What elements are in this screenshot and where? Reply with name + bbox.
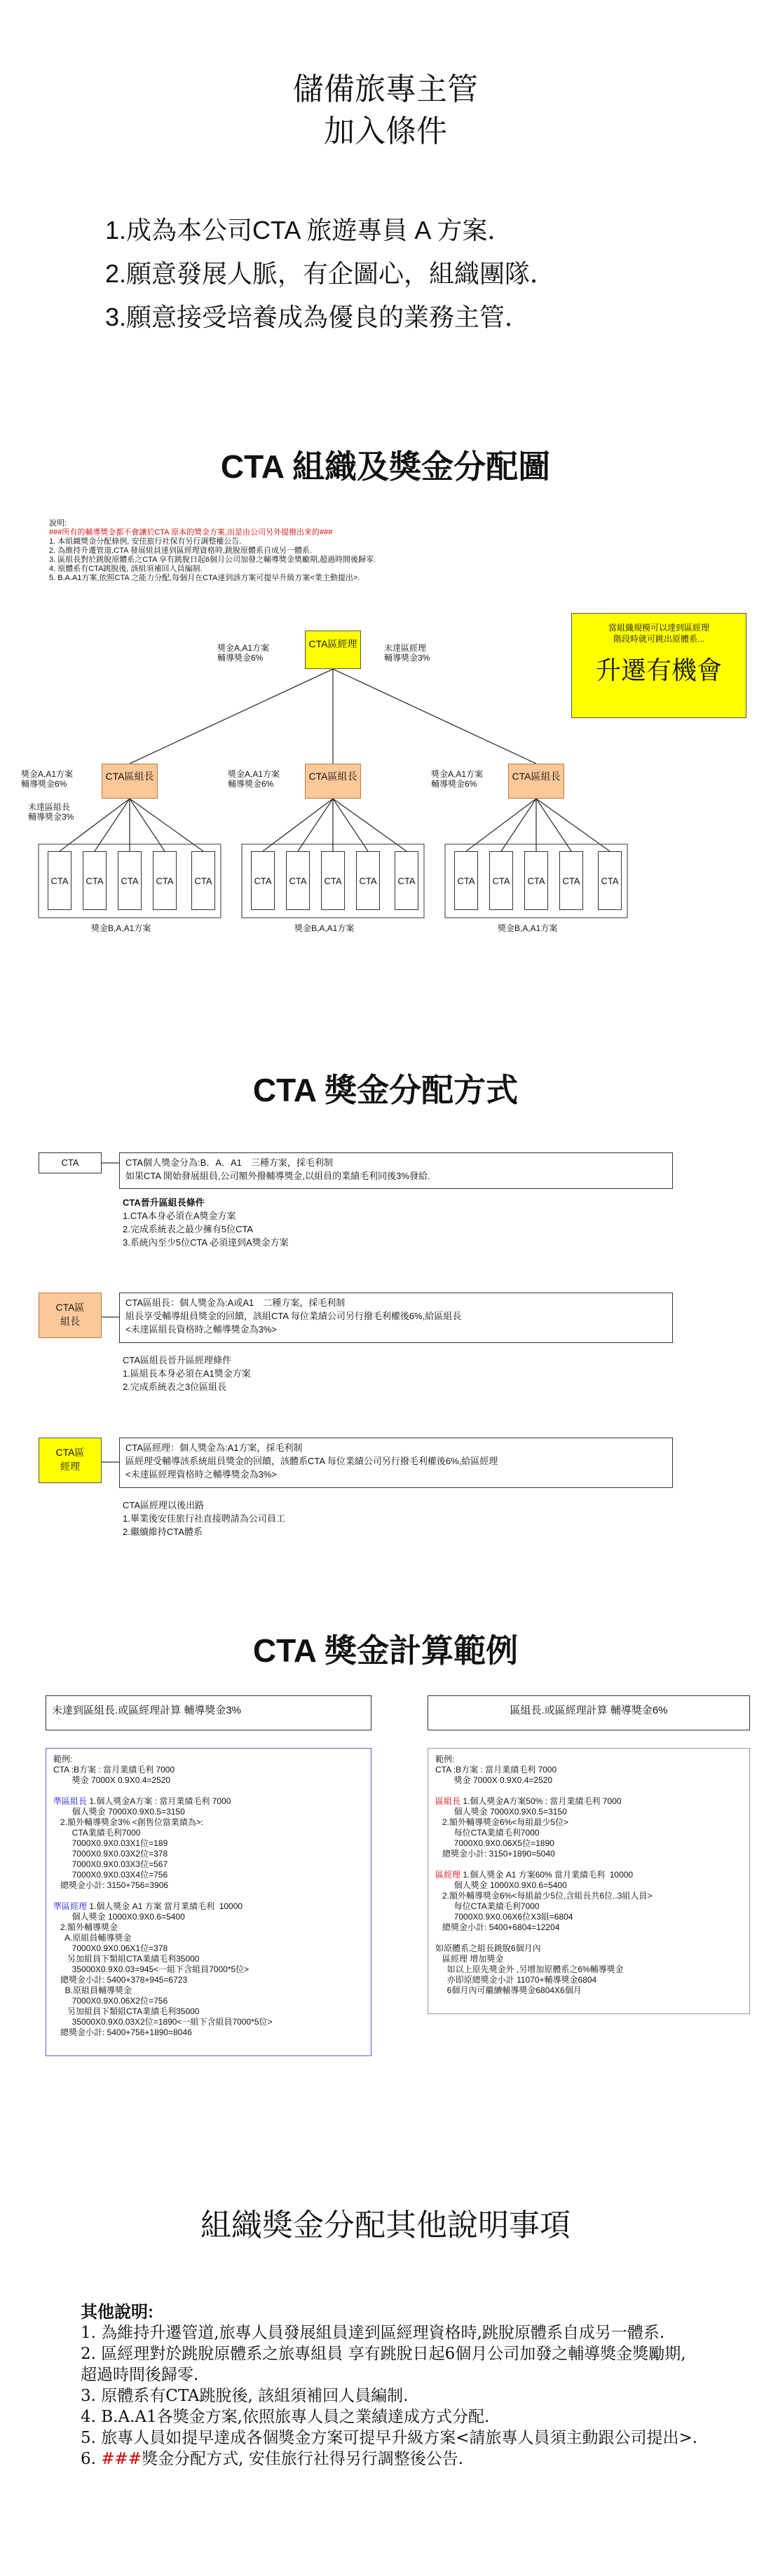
calc-line: 35000X0.9X0.03X2位=1890<一組下含組員7000*5位> [53, 2017, 273, 2027]
calc-line [53, 1891, 364, 1901]
cta-label: CTA [562, 875, 580, 886]
under-leader-bonus: 未達區組長 輔導獎金3% [28, 802, 74, 822]
calc-line: CTA :B方案 : 當月業績毛利 7000 [53, 1765, 175, 1775]
calc-section-title: CTA 獎金計算範例 [252, 1632, 519, 1669]
calc-line: 每位CTA業績毛利7000 [435, 1828, 540, 1838]
other-item: 6. ###獎金分配方式, 安佳旅行社得另行調整後公告. [81, 2450, 464, 2468]
calc-right-header-text: 區組長.或區經理計算 輔導獎金6% [510, 1704, 668, 1716]
calc-line: 個人獎金 7000X0.9X0.5=3150 [53, 1807, 185, 1817]
other-item: 2. 區經理對於跳脫原體系之旅專組員 享有跳脫日起6個月公司加發之輔導獎金獎勵期, [81, 2345, 686, 2363]
cta-label: CTA [50, 875, 69, 886]
group3-bonus: 獎金B,A,A1方案 [498, 923, 558, 933]
calc-line: 總獎金小計: 3150+756=3906 [53, 1880, 169, 1890]
cta-label: CTA [492, 875, 510, 886]
cta-label: CTA [457, 875, 475, 886]
calc-line: 範例: [435, 1754, 455, 1764]
calc-line: 7000X0.9X0.06X1位=378 [53, 1943, 168, 1953]
calc-line: 7000X0.9X0.06X6位X3組=6804 [435, 1912, 573, 1922]
calc-line-role: 區經理 [435, 1870, 461, 1880]
calc-line: 個人獎金 1000X0.9X0.6=5400 [53, 1912, 185, 1922]
calc-left-header [46, 1695, 371, 1730]
calc-line: 2.額外輔導獎金3% <創售位當業績為>: [53, 1817, 204, 1827]
other-item: 超過時間後歸零. [81, 2366, 199, 2384]
other-item: 1. 為維持升遷管道,旅專人員發展組員達到區經理資格時,跳脫原體系自成另一體系. [81, 2324, 665, 2342]
manager-bonus-text: CTA區經理：個人獎金為:A1方案，採毛利制 區經理受輔導該系統組員獎金的回饋，該體系CTA 每位業績公司另行撥毛利權後6%,給區經理 <未達區經理資格時之輔導獎金為3%> [125, 1442, 498, 1480]
org-note-3: 3. 區組長對於跳脫原體系之CTA 享有跳脫日起6個月公司加發之輔導獎金獎勵期,超過時間後歸零. [49, 556, 376, 564]
calc-line: 區經理 增加獎金 [435, 1954, 504, 1964]
manager-left-bonus: 獎金A,A1方案 輔導獎金6% [217, 643, 270, 663]
org-note-2: 2. 為維持升遷管道,CTA 發展組員達到區經理資格時,跳脫原體系自成另一體系. [49, 546, 313, 555]
leader-label-2: CTA區組長 [308, 771, 357, 782]
calc-line [435, 1859, 742, 1870]
calc-line: 如以上原先獎金外 ,另增加原體系之6%輔導獎金 [435, 1964, 624, 1974]
calc-line: 亦即原總獎金小計 11070+輔導獎金6804 [435, 1975, 597, 1985]
group1-bonus: 獎金B,A,A1方案 [91, 923, 151, 933]
org-section-title: CTA 組織及獎金分配圖 [220, 448, 551, 485]
calc-line: 每位CTA業績毛利7000 [435, 1901, 540, 1911]
calc-line [435, 1786, 742, 1796]
role-cta-label: CTA [61, 1157, 79, 1168]
calc-line: 獎金 7000X 0.9X0.4=2520 [53, 1775, 171, 1785]
calc-line: 獎金 7000X 0.9X0.4=2520 [435, 1775, 553, 1785]
calc-line: 7000X0.9X0.06X2位=756 [53, 1996, 168, 2006]
manager-right-bonus: 未達區經理 輔導獎金3% [384, 643, 430, 663]
calc-line: 7000X0.9X0.03X4位=756 [53, 1870, 168, 1880]
cta-label: CTA [359, 875, 377, 886]
role-manager-label: CTA區 經理 [55, 1447, 85, 1472]
other-head: 其他說明: [81, 2303, 153, 2322]
calc-line: 個人獎金 7000X0.9X0.5=3150 [435, 1807, 567, 1817]
other-item: 5. 旅專人員如提早達成各個獎金方案可提早升級方案<請旅專人員須主動跟公司提出>. [81, 2429, 698, 2447]
calc-line: A.原組員輔導獎金 [53, 1933, 132, 1943]
calc-line: 另加組員下類組CTA業績毛利35000 [53, 1954, 200, 1964]
leader-label-1: CTA區組長 [105, 771, 154, 782]
other-section-title: 組織獎金分配其他說明事項 [200, 2208, 571, 2243]
calc-line-role: 準區組長 [53, 1796, 88, 1806]
org-note-4: 4. 原體系有CTA跳脫後, 該組須補回人員編制. [49, 565, 203, 573]
cta-label: CTA [527, 875, 545, 886]
other-item: 4. B.A.A1各獎金方案,依照旅專人員之業績達成方式分配. [81, 2408, 490, 2426]
cta-label: CTA [254, 875, 272, 886]
calc-line: CTA業績毛利7000 [53, 1828, 141, 1838]
calc-line: 範例: [53, 1754, 73, 1764]
calc-line: 區組長 1.個人獎金A方案50% : 當月業績毛利 7000 [435, 1796, 622, 1806]
other-list [81, 2322, 760, 2470]
cta-label: CTA [86, 875, 104, 886]
calc-line: 準區組長 1.個人獎金A方案 : 當月業績毛利 7000 [53, 1796, 231, 1806]
cta-label: CTA [156, 875, 174, 886]
cta-bonus-box [119, 1152, 673, 1189]
role-cta [39, 1152, 102, 1173]
calc-line: 另加組員下類組CTA業績毛利35000 [53, 2006, 200, 2016]
promotion-small-text: 當組織規模可以達到區經理 階段時就可跳出原體系... [608, 623, 709, 644]
calc-line: 準區經理 1.個人獎金 A1 方案 當月業績毛利 10000 [53, 1901, 243, 1911]
condition-1: 1.成為本公司CTA 旅遊專員 A 方案． [105, 216, 513, 244]
calc-line: B.原組員輔導獎金 [53, 1985, 132, 1995]
cta-label: CTA [289, 875, 307, 886]
cta-bonus-text: CTA個人獎金分為:B．A．A1 三種方案，採毛利制 如果CTA 開始發展組員,公司額外撥輔導獎金,以組員的業績毛利同後3%發給. [125, 1157, 430, 1181]
calc-line: 2.額外輔導獎金6%<每組最少5位,含組長共6位..3組人員> [435, 1891, 653, 1901]
manager-node: CTA區經理 [305, 631, 361, 669]
leader1-bonus: 獎金A,A1方案 輔導獎金6% [21, 769, 74, 789]
cta-label: CTA [324, 875, 342, 886]
org-note-5: 5. B.A.A1方案,依照CTA 之能力分配,每個月在CTA達到該方案可提早升級方案<業主動提出>. [49, 574, 360, 582]
other-item: 3. 原體系有CTA跳脫後, 該組須補回人員編制. [81, 2387, 409, 2405]
calc-line [435, 1933, 742, 1943]
leader2-bonus: 獎金A,A1方案 輔導獎金6% [228, 769, 280, 789]
org-note-head: 說明: [49, 519, 67, 528]
calc-line [53, 1786, 364, 1796]
calc-line: 總獎金小計: 5400+6804=12204 [435, 1922, 560, 1932]
cta-promo-list: 1.CTA本身必須在A獎金方案 2.完成系統表之最少擁有5位CTA 3.系統內至少5位CTA 必須達到A獎金方案 [123, 1211, 289, 1248]
leader3-bonus: 獎金A,A1方案 輔導獎金6% [431, 769, 484, 789]
calc-line: 7000X0.9X0.03X3位=567 [53, 1859, 168, 1869]
calc-line-role: 區組長 [435, 1796, 461, 1806]
calc-line: 總獎金小計: 5400+378+945=6723 [53, 1975, 188, 1985]
promotion-big-text: 升遷有機會 [595, 656, 722, 685]
page-title: 儲備旅專主管 [293, 72, 478, 106]
calc-left-panel [46, 1748, 371, 2056]
leader-promo-list: CTA區組長晉升區經理條件 1.區組長本身必須在A1獎金方案 2.完成系統表之3位區組長 [123, 1355, 251, 1392]
leader-bonus-box [119, 1293, 673, 1343]
cta-label: CTA [397, 875, 416, 886]
calc-line: 區經理 1.個人獎金 A1 方案60% 當月業績毛利 10000 [435, 1870, 634, 1880]
calc-line: 7000X0.9X0.06X5位=1890 [435, 1838, 554, 1848]
org-note-red: ###所有的輔導獎金都不會讓於CTA 原本的獎金方案,而是由公司另外提撥出來的### [49, 528, 333, 537]
calc-line: CTA :B方案 : 當月業績毛利 7000 [435, 1765, 557, 1775]
cta-label: CTA [194, 875, 212, 886]
role-leader-label: CTA區 組長 [55, 1302, 85, 1327]
leader-label-3: CTA區組長 [512, 771, 561, 782]
cta-label: CTA [601, 875, 619, 886]
calc-line: 如原體系之組長跳脫6個月內 [435, 1943, 541, 1953]
calc-line: 2.額外輔導獎金 [53, 1922, 118, 1932]
org-note-1: 1. 本組織獎金分配條例, 安佳旅行社保有另行調整權公告. [49, 537, 242, 546]
condition-3: 3.願意接受培養成為優良的業務主管． [105, 303, 531, 331]
calc-left-header-text: 未達到區組長.或區經理計算 輔導獎金3% [52, 1704, 242, 1716]
leader-bonus-text: CTA區組長：個人獎金為:A或A1 二種方案，採毛利制 組長享受輔導組員獎金的回饋，該組CTA 每位業績公司另行撥毛利權後6%,給區組長 <未達區組長資格時之輔導獎金為3%> [125, 1297, 462, 1335]
calc-right-header [428, 1695, 750, 1730]
cta-label: CTA [121, 875, 139, 886]
role-leader [39, 1293, 102, 1338]
calc-line: 35000X0.9X0.03=945<一組下含組員7000*5位> [53, 1964, 250, 1974]
cta-promo-head: CTA晉升區組長條件 [123, 1197, 205, 1208]
calc-line: 7000X0.9X0.03X2位=378 [53, 1849, 168, 1859]
role-manager [39, 1438, 102, 1483]
calc-line: 個人獎金 1000X0.9X0.6=5400 [435, 1880, 567, 1890]
calc-line-role: 準區經理 [53, 1901, 88, 1911]
calc-right-panel [428, 1748, 750, 2014]
calc-line: 6個月內可繼續輔導獎金6804X6個月 [435, 1985, 582, 1995]
calc-line: 7000X0.9X0.03X1位=189 [53, 1838, 168, 1848]
page-subtitle: 加入條件 [324, 114, 447, 149]
condition-2: 2.願意發展人脈，有企圖心，組織團隊． [105, 259, 556, 288]
calc-line: 2.額外輔導獎金6%<每組最少5位> [435, 1817, 569, 1827]
manager-bonus-box [119, 1438, 673, 1488]
calc-line: 總獎金小計: 5400+756+1890=8046 [53, 2027, 192, 2037]
manager-after-list: CTA區經理以後出路 1.畢業後安佳旅行社直接聘請為公司員工 2.繼續維持CTA體系 [123, 1500, 285, 1537]
dist-section-title: CTA 獎金分配方式 [252, 1072, 519, 1108]
other-item-mark: ### [101, 2450, 142, 2468]
calc-line: 總獎金小計: 3150+1890=5040 [435, 1849, 555, 1859]
group2-bonus: 獎金B,A,A1方案 [294, 923, 355, 933]
